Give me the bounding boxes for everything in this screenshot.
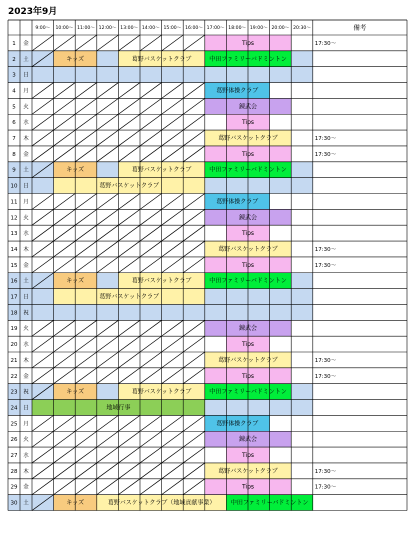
day-number: 12 xyxy=(10,215,18,222)
unavailable-slash xyxy=(118,35,140,51)
unavailable-slash xyxy=(118,352,140,368)
event-label: 錬武会 xyxy=(238,103,258,111)
unavailable-slash xyxy=(118,336,140,352)
day-number: 29 xyxy=(10,484,18,491)
event-label: 中田ファミリーバドミントン xyxy=(209,388,287,396)
unavailable-slash xyxy=(54,130,76,146)
remark-text: 17:30～ xyxy=(314,40,337,47)
header-time-label: 12:00～ xyxy=(98,26,117,31)
unavailable-slash xyxy=(97,447,119,463)
day-number: 5 xyxy=(12,104,16,111)
unavailable-slash xyxy=(54,146,76,162)
unavailable-slash xyxy=(97,463,119,479)
unavailable-slash xyxy=(75,336,97,352)
event-label: 葛野バスケットクラブ xyxy=(131,166,192,174)
unavailable-slash xyxy=(118,447,140,463)
unavailable-slash xyxy=(75,479,97,495)
unavailable-slash xyxy=(118,98,140,114)
unavailable-slash xyxy=(162,431,184,447)
unavailable-slash xyxy=(140,194,162,210)
event-label: キッズ xyxy=(66,277,85,285)
day-number: 6 xyxy=(12,120,16,127)
event-label: キッズ xyxy=(66,499,85,507)
unavailable-slash xyxy=(162,415,184,431)
day-number: 25 xyxy=(10,421,18,428)
unavailable-slash xyxy=(32,114,54,130)
unavailable-slash xyxy=(140,98,162,114)
header-time-label: 13:00～ xyxy=(120,26,139,31)
unavailable-slash xyxy=(162,83,184,99)
unavailable-slash xyxy=(32,225,54,241)
unavailable-slash xyxy=(97,83,119,99)
unavailable-slash xyxy=(183,479,205,495)
weekday-label: 土 xyxy=(23,56,29,63)
unavailable-slash xyxy=(97,98,119,114)
unavailable-slash xyxy=(140,241,162,257)
header-time-label: 11:00～ xyxy=(77,26,95,31)
unavailable-slash xyxy=(140,447,162,463)
unavailable-slash xyxy=(183,352,205,368)
unavailable-slash xyxy=(97,336,119,352)
unavailable-slash xyxy=(118,368,140,384)
weekday-label: 月 xyxy=(23,199,29,206)
unavailable-slash xyxy=(140,320,162,336)
unavailable-slash xyxy=(97,35,119,51)
weekday-label: 火 xyxy=(23,326,29,333)
event-label: 葛野バスケットクラブ xyxy=(218,135,278,143)
header-time-label: 18:00～ xyxy=(228,26,247,31)
unavailable-slash xyxy=(140,431,162,447)
day-number: 7 xyxy=(12,136,16,143)
event-label: Tips xyxy=(241,341,255,349)
unavailable-slash xyxy=(183,209,205,225)
unavailable-slash xyxy=(32,209,54,225)
unavailable-slash xyxy=(54,225,76,241)
weekday-label: 木 xyxy=(23,136,29,143)
unavailable-slash xyxy=(140,130,162,146)
unavailable-slash xyxy=(97,130,119,146)
unavailable-slash xyxy=(140,209,162,225)
weekday-label: 木 xyxy=(23,357,29,364)
unavailable-slash xyxy=(140,368,162,384)
unavailable-slash xyxy=(54,241,76,257)
unavailable-slash xyxy=(32,415,54,431)
event-label: 錬武会 xyxy=(238,214,258,222)
unavailable-slash xyxy=(183,447,205,463)
event-label: Tips xyxy=(241,39,255,47)
unavailable-slash xyxy=(97,479,119,495)
unavailable-slash xyxy=(140,225,162,241)
unavailable-slash xyxy=(118,431,140,447)
unavailable-slash xyxy=(32,257,54,273)
unavailable-slash xyxy=(162,98,184,114)
day-number: 9 xyxy=(12,167,16,174)
event-label: 葛野体操クラブ xyxy=(216,420,259,428)
weekday-label: 金 xyxy=(23,40,29,47)
unavailable-slash xyxy=(54,114,76,130)
unavailable-slash xyxy=(140,83,162,99)
unavailable-slash xyxy=(97,320,119,336)
event-label: 地域行事 xyxy=(106,404,131,412)
unavailable-slash xyxy=(32,336,54,352)
event-label: 中田ファミリーバドミントン xyxy=(209,55,287,63)
day-number: 14 xyxy=(10,246,18,253)
unavailable-slash xyxy=(75,447,97,463)
event-label: Tips xyxy=(241,372,255,380)
unavailable-slash xyxy=(118,241,140,257)
day-number: 8 xyxy=(12,151,16,158)
unavailable-slash xyxy=(183,146,205,162)
day-number: 18 xyxy=(10,310,18,317)
day-number: 11 xyxy=(10,199,18,206)
unavailable-slash xyxy=(32,130,54,146)
event-label: 錬武会 xyxy=(238,325,258,333)
unavailable-slash xyxy=(162,479,184,495)
unavailable-slash xyxy=(118,225,140,241)
unavailable-slash xyxy=(54,447,76,463)
event-label: 葛野バスケットクラブ xyxy=(218,245,278,253)
unavailable-slash xyxy=(32,479,54,495)
unavailable-slash xyxy=(54,352,76,368)
row-shade xyxy=(32,304,313,320)
unavailable-slash xyxy=(162,241,184,257)
weekday-label: 土 xyxy=(23,278,29,285)
weekday-label: 金 xyxy=(23,373,29,380)
weekday-label: 水 xyxy=(23,120,29,127)
weekday-label: 土 xyxy=(23,167,29,174)
remark-text: 17:30～ xyxy=(314,468,337,475)
weekday-label: 祝 xyxy=(23,310,29,317)
event-label: 中田ファミリーバドミントン xyxy=(230,499,309,507)
event-label: 葛野バスケットクラブ xyxy=(99,182,159,190)
weekday-label: 火 xyxy=(23,437,29,444)
remark-text: 17:30～ xyxy=(314,246,337,253)
weekday-label: 金 xyxy=(23,262,29,269)
unavailable-slash xyxy=(162,209,184,225)
unavailable-slash xyxy=(32,431,54,447)
unavailable-slash xyxy=(140,146,162,162)
weekday-label: 月 xyxy=(23,421,29,428)
unavailable-slash xyxy=(140,352,162,368)
weekday-label: 木 xyxy=(23,246,29,253)
day-number: 22 xyxy=(10,373,18,380)
unavailable-slash xyxy=(54,98,76,114)
event-label: 葛野バスケットクラブ xyxy=(99,293,159,301)
unavailable-slash xyxy=(54,83,76,99)
unavailable-slash xyxy=(75,241,97,257)
unavailable-slash xyxy=(183,35,205,51)
unavailable-slash xyxy=(32,83,54,99)
header-remarks-label: 備考 xyxy=(353,23,367,32)
unavailable-slash xyxy=(75,130,97,146)
day-number: 2 xyxy=(12,56,16,63)
header-time-label: 10:00～ xyxy=(55,26,74,31)
unavailable-slash xyxy=(32,146,54,162)
unavailable-slash xyxy=(140,114,162,130)
unavailable-slash xyxy=(97,146,119,162)
unavailable-slash xyxy=(32,368,54,384)
header-time-label: 20:30～ xyxy=(293,26,311,31)
unavailable-slash xyxy=(162,225,184,241)
unavailable-slash xyxy=(75,415,97,431)
unavailable-slash xyxy=(97,368,119,384)
row-shade xyxy=(32,67,313,83)
unavailable-slash xyxy=(32,98,54,114)
event-label: 葛野バスケットクラブ xyxy=(218,356,278,364)
unavailable-slash xyxy=(140,463,162,479)
unavailable-slash xyxy=(118,257,140,273)
event-label: Tips xyxy=(241,261,255,269)
event-label: 葛野バスケットクラブ xyxy=(131,388,192,396)
day-number: 16 xyxy=(10,278,18,285)
unavailable-slash xyxy=(75,98,97,114)
day-number: 27 xyxy=(10,453,18,460)
unavailable-slash xyxy=(75,83,97,99)
unavailable-slash xyxy=(32,35,54,51)
unavailable-slash xyxy=(162,320,184,336)
unavailable-slash xyxy=(118,320,140,336)
unavailable-slash xyxy=(54,368,76,384)
unavailable-slash xyxy=(97,415,119,431)
unavailable-slash xyxy=(183,130,205,146)
header-time-label: 17:00～ xyxy=(206,26,225,31)
unavailable-slash xyxy=(140,479,162,495)
unavailable-slash xyxy=(118,194,140,210)
unavailable-slash xyxy=(183,415,205,431)
unavailable-slash xyxy=(54,479,76,495)
header-time-label: 20:00～ xyxy=(271,26,290,31)
unavailable-slash xyxy=(97,257,119,273)
unavailable-slash xyxy=(183,336,205,352)
unavailable-slash xyxy=(54,415,76,431)
unavailable-slash xyxy=(54,35,76,51)
event-label: Tips xyxy=(241,483,255,491)
unavailable-slash xyxy=(140,415,162,431)
unavailable-slash xyxy=(118,83,140,99)
unavailable-slash xyxy=(54,431,76,447)
unavailable-slash xyxy=(32,447,54,463)
unavailable-slash xyxy=(118,415,140,431)
unavailable-slash xyxy=(183,368,205,384)
weekday-label: 日 xyxy=(23,72,29,79)
unavailable-slash xyxy=(54,209,76,225)
unavailable-slash xyxy=(183,83,205,99)
event-label: キッズ xyxy=(66,388,85,396)
unavailable-slash xyxy=(75,146,97,162)
unavailable-slash xyxy=(75,114,97,130)
unavailable-slash xyxy=(75,194,97,210)
unavailable-slash xyxy=(140,336,162,352)
weekday-label: 火 xyxy=(23,215,29,222)
weekday-label: 木 xyxy=(23,468,29,475)
day-number: 19 xyxy=(10,326,18,333)
unavailable-slash xyxy=(118,209,140,225)
day-number: 23 xyxy=(10,389,18,396)
unavailable-slash xyxy=(75,225,97,241)
unavailable-slash xyxy=(162,463,184,479)
unavailable-slash xyxy=(162,257,184,273)
remark-text: 17:30～ xyxy=(314,151,337,158)
unavailable-slash xyxy=(140,35,162,51)
unavailable-slash xyxy=(162,447,184,463)
event-label: 葛野バスケットクラブ xyxy=(218,467,278,475)
unavailable-slash xyxy=(97,209,119,225)
weekday-label: 水 xyxy=(23,453,29,460)
unavailable-slash xyxy=(183,98,205,114)
unavailable-slash xyxy=(97,431,119,447)
weekday-label: 月 xyxy=(23,88,29,95)
weekday-label: 祝 xyxy=(23,389,29,396)
unavailable-slash xyxy=(54,257,76,273)
unavailable-slash xyxy=(75,431,97,447)
unavailable-slash xyxy=(183,257,205,273)
event-label: Tips xyxy=(241,230,255,238)
event-label: 葛野バスケットクラブ xyxy=(131,277,192,285)
day-number: 28 xyxy=(10,468,18,475)
day-number: 1 xyxy=(12,40,16,47)
unavailable-slash xyxy=(54,463,76,479)
header-time-label: 19:00～ xyxy=(249,26,268,31)
unavailable-slash xyxy=(118,130,140,146)
unavailable-slash xyxy=(162,352,184,368)
remark-text: 17:30～ xyxy=(314,357,337,364)
weekday-label: 火 xyxy=(23,104,29,111)
event-label: Tips xyxy=(241,452,255,460)
header-time-label: 16:00～ xyxy=(185,26,203,31)
unavailable-slash xyxy=(118,114,140,130)
unavailable-slash xyxy=(97,225,119,241)
event-label: キッズ xyxy=(66,166,85,174)
day-number: 21 xyxy=(10,357,18,364)
unavailable-slash xyxy=(183,463,205,479)
unavailable-slash xyxy=(75,35,97,51)
unavailable-slash xyxy=(183,194,205,210)
day-number: 15 xyxy=(10,262,18,269)
unavailable-slash xyxy=(118,146,140,162)
remark-text: 17:30～ xyxy=(314,373,337,380)
day-number: 20 xyxy=(10,342,18,349)
weekday-label: 日 xyxy=(23,294,29,301)
unavailable-slash xyxy=(183,431,205,447)
remark-text: 17:30～ xyxy=(314,136,337,143)
day-number: 4 xyxy=(12,88,16,95)
header-time-label: 14:00～ xyxy=(141,26,160,31)
event-label: Tips xyxy=(241,150,255,158)
event-label: 葛野体操クラブ xyxy=(216,198,259,206)
day-number: 26 xyxy=(10,437,18,444)
weekday-label: 金 xyxy=(23,484,29,491)
unavailable-slash xyxy=(183,114,205,130)
unavailable-slash xyxy=(162,146,184,162)
unavailable-slash xyxy=(75,320,97,336)
unavailable-slash xyxy=(183,241,205,257)
event-label: Tips xyxy=(241,119,255,127)
unavailable-slash xyxy=(162,130,184,146)
unavailable-slash xyxy=(75,209,97,225)
unavailable-slash xyxy=(162,35,184,51)
day-number: 3 xyxy=(12,72,16,79)
unavailable-slash xyxy=(97,352,119,368)
event-label: 中田ファミリーバドミントン xyxy=(209,277,287,285)
weekday-label: 金 xyxy=(23,151,29,158)
unavailable-slash xyxy=(183,320,205,336)
unavailable-slash xyxy=(183,225,205,241)
unavailable-slash xyxy=(162,114,184,130)
unavailable-slash xyxy=(32,241,54,257)
header-time-label: 15:00～ xyxy=(163,26,182,31)
unavailable-slash xyxy=(118,479,140,495)
unavailable-slash xyxy=(162,368,184,384)
unavailable-slash xyxy=(75,463,97,479)
unavailable-slash xyxy=(75,352,97,368)
header-time-label: 9:00～ xyxy=(35,26,51,31)
unavailable-slash xyxy=(75,368,97,384)
day-number: 30 xyxy=(10,500,18,507)
unavailable-slash xyxy=(54,336,76,352)
day-number: 10 xyxy=(10,183,18,190)
unavailable-slash xyxy=(97,114,119,130)
unavailable-slash xyxy=(162,194,184,210)
weekday-label: 日 xyxy=(23,405,29,412)
unavailable-slash xyxy=(75,257,97,273)
event-label: 錬武会 xyxy=(238,436,258,444)
event-label: 葛野バスケットクラブ xyxy=(131,55,192,63)
unavailable-slash xyxy=(32,352,54,368)
unavailable-slash xyxy=(140,257,162,273)
day-number: 24 xyxy=(10,405,18,412)
event-label: 葛野バスケットクラブ（地域貢献事業） xyxy=(107,499,216,507)
unavailable-slash xyxy=(32,194,54,210)
unavailable-slash xyxy=(32,463,54,479)
weekday-label: 水 xyxy=(23,342,29,349)
event-label: キッズ xyxy=(66,55,85,63)
unavailable-slash xyxy=(97,241,119,257)
event-label: 葛野体操クラブ xyxy=(216,87,259,95)
weekday-label: 水 xyxy=(23,231,29,238)
unavailable-slash xyxy=(162,336,184,352)
remark-text: 17:30～ xyxy=(314,484,337,491)
day-number: 17 xyxy=(10,294,18,301)
weekday-label: 日 xyxy=(23,183,29,190)
unavailable-slash xyxy=(54,194,76,210)
page-title: 2023年9月 xyxy=(8,7,58,17)
weekday-label: 土 xyxy=(23,500,29,507)
unavailable-slash xyxy=(54,320,76,336)
remark-text: 17:30～ xyxy=(314,262,337,269)
day-number: 13 xyxy=(10,231,18,238)
unavailable-slash xyxy=(97,194,119,210)
unavailable-slash xyxy=(32,320,54,336)
unavailable-slash xyxy=(118,463,140,479)
event-label: 中田ファミリーバドミントン xyxy=(209,166,287,174)
